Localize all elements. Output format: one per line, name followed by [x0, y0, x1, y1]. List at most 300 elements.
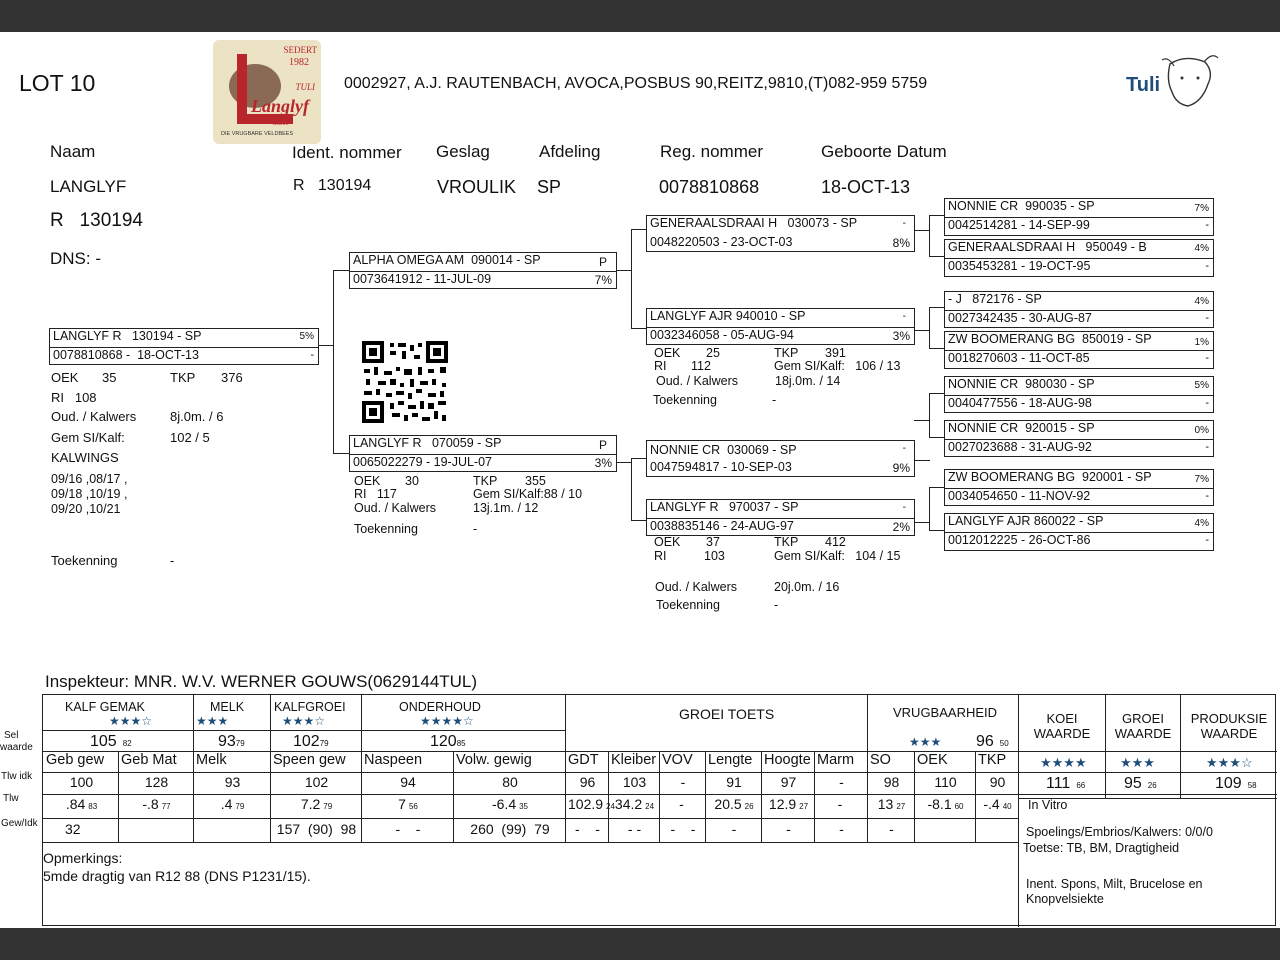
label-geb: Geboorte Datum: [821, 142, 947, 161]
pedigree-box-ggp: [944, 239, 1214, 277]
column-header: GDT: [568, 752, 599, 768]
tlw-value: -6.4: [491, 796, 517, 812]
box-right2: 3%: [892, 329, 910, 343]
tlw-value: 34.2: [614, 796, 643, 812]
tlw-idk-cell: 93: [224, 774, 241, 790]
animal-tkp-label: TKP: [170, 370, 196, 385]
box-line2: 0018270603 - 11-OCT-85: [948, 351, 1090, 365]
logo-name: Langlyf: [251, 96, 309, 116]
sel-kalfgroei-acc: 79: [319, 739, 329, 748]
connector: [929, 215, 930, 257]
connector: [631, 458, 632, 521]
box-right2: -: [1205, 490, 1209, 502]
stars-koei: ★★★★: [1040, 755, 1087, 770]
connector: [929, 393, 930, 438]
tlw-cell: [196, 796, 269, 812]
gp-ri-label: RI: [654, 549, 667, 563]
stars-melk: ★★★: [196, 714, 229, 728]
tlw-accuracy: 77: [161, 802, 171, 811]
dam-gem: Gem SI/Kalf:88 / 10: [473, 487, 583, 501]
animal-oud-label: Oud. / Kalwers: [51, 409, 137, 424]
tlw-accuracy: 79: [235, 802, 245, 811]
box-right2: -: [1205, 219, 1209, 231]
box-line2: 0034054650 - 11-NOV-92: [948, 489, 1091, 503]
tlw-cell: [708, 796, 760, 812]
tlw-cell: [817, 796, 866, 812]
animal-oud: 8j.0m. / 6: [170, 409, 224, 424]
tlw-cell: [978, 796, 1017, 812]
gew-idk-cell: 157 (90) 98: [276, 821, 357, 837]
sel-kalf-value: 105: [90, 733, 117, 750]
sel-melk-value: 93: [218, 733, 236, 750]
box-right1: P: [598, 438, 607, 452]
animal-kalwings-1: 09/16 ,08/17 ,: [51, 472, 128, 486]
connector: [333, 270, 349, 271]
box-line1: NONNIE CR 030069 - SP: [650, 443, 797, 457]
box-right2: 8%: [892, 236, 910, 250]
box-line2: 0027342435 - 30-AUG-87: [948, 311, 1092, 325]
group-groei-waarde: [1106, 711, 1180, 741]
koei-waarde-label: KOEI WAARDE: [1033, 711, 1091, 741]
sel-onderhoud-acc: 85: [456, 739, 466, 748]
tlw-accuracy: 60: [954, 802, 964, 811]
connector: [631, 229, 647, 230]
sel-melk-acc: 79: [235, 739, 245, 748]
box-line2: 0035453281 - 19-OCT-95: [948, 259, 1091, 273]
box-right1: 4%: [1194, 243, 1209, 254]
tlw-value: 13: [877, 796, 894, 812]
box-right1: P: [598, 255, 607, 269]
tlw-idk-cell: 128: [144, 774, 169, 790]
box-line2: 0078810868 - 18-OCT-13: [53, 348, 199, 362]
waarde-groei: [1124, 775, 1157, 793]
connector: [318, 345, 334, 346]
column-header: Speen gew: [273, 752, 346, 768]
remarks-inent-1: Inent. Spons, Milt, Brucelose en: [1026, 877, 1203, 891]
langlyf-logo: [213, 40, 321, 144]
animal-tkp: 376: [221, 370, 243, 385]
gp-toek-label: Toekenning: [656, 598, 720, 612]
pedigree-box-gp: [646, 215, 915, 252]
connector: [929, 307, 945, 308]
connector: [929, 393, 945, 394]
animal-kalwings-label: KALWINGS: [51, 450, 119, 465]
tlw-idk-cell: 100: [69, 774, 94, 790]
animal-kalwings-3: 09/20 ,10/21: [51, 502, 121, 516]
groei-waarde-label: GROEI WAARDE: [1114, 711, 1172, 741]
pedigree-box-gp: [646, 308, 915, 345]
box-line2: 0032346058 - 05-AUG-94: [650, 328, 794, 342]
row-label-sel: Sel: [4, 730, 19, 741]
box-line1: NONNIE CR 990035 - SP: [948, 199, 1095, 213]
sel-kalfgroei: [293, 733, 329, 751]
pedigree-box-ggp: [944, 291, 1214, 328]
box-right2: 9%: [892, 461, 910, 475]
pedigree-box-animal: [49, 328, 319, 365]
animal-oek-label: OEK: [51, 370, 79, 385]
gp-tkp-label: TKP: [774, 535, 799, 549]
lot-number: LOT 10: [19, 70, 96, 96]
box-right2: 7%: [594, 273, 612, 287]
column-header: VOV: [662, 752, 693, 768]
box-right2: -: [1205, 441, 1209, 453]
tlw-cell: [121, 796, 192, 812]
column-header: Melk: [196, 752, 227, 768]
box-right1: -: [902, 311, 906, 322]
pedigree-box-ggp: [944, 420, 1214, 457]
tlw-accuracy: 26: [744, 802, 754, 811]
gew-idk-cell: 32: [65, 821, 81, 837]
group-kalf-gemak: KALF GEMAK: [65, 700, 145, 714]
box-right2: 3%: [594, 456, 612, 470]
connector: [929, 215, 945, 216]
box-line2: 0073641912 - 11-JUL-09: [353, 272, 492, 286]
animal-code: R 130194: [50, 210, 143, 231]
group-koei-waarde: [1019, 711, 1105, 741]
column-header: OEK: [917, 752, 948, 768]
tlw-accuracy: 56: [408, 802, 418, 811]
sel-vrug: [976, 733, 1009, 751]
box-line1: ALPHA OMEGA AM 090014 - SP: [353, 253, 541, 267]
column-header: TKP: [978, 752, 1007, 768]
evaluation-table: [42, 694, 1276, 926]
tlw-cell: [273, 796, 360, 812]
pedigree-box-gp: [646, 499, 915, 536]
remarks-text: 5mde dragtig van R12 88 (DNS P1231/15).: [43, 868, 311, 884]
box-line1: GENERAALSDRAAI H 030073 - SP: [650, 216, 858, 230]
connector: [929, 487, 930, 531]
box-line2: 0038835146 - 24-AUG-97: [650, 519, 794, 533]
remarks-spoel: Spoelings/Embrios/Kalwers: 0/0/0: [1026, 825, 1213, 839]
sel-onderhoud: [430, 733, 466, 751]
logo-sub: stoet: [273, 118, 289, 127]
sel-kalfgroei-value: 102: [293, 733, 320, 750]
connector: [929, 307, 930, 349]
sel-vrug-value: 96: [976, 733, 994, 750]
tlw-value: 7.2: [300, 796, 321, 812]
waarde-produksie-value: 109: [1215, 775, 1242, 792]
pedigree-box-ggp: [944, 198, 1214, 236]
tlw-cell: [456, 796, 564, 812]
tlw-value: .4: [220, 796, 233, 812]
box-right1: 0%: [1194, 425, 1209, 436]
box-line1: LANGLYF AJR 860022 - SP: [948, 514, 1104, 528]
gew-idk-cell: - -: [627, 821, 642, 837]
gew-idk-cell: - -: [575, 821, 600, 837]
bull-silhouette-icon: [213, 40, 321, 144]
connector: [929, 487, 945, 488]
box-right1: 7%: [1194, 203, 1209, 214]
box-line2: 0065022279 - 19-JUL-07: [353, 455, 492, 469]
breeder-info: 0002927, A.J. RAUTENBACH, AVOCA,POSBUS 90,REITZ,9810,(T)082-959 5759: [344, 75, 928, 92]
sel-onderhoud-value: 120: [430, 733, 457, 750]
box-right2: -: [310, 349, 314, 361]
waarde-groei-value: 95: [1124, 775, 1142, 792]
connector: [914, 420, 930, 421]
tlw-cell: [662, 796, 704, 812]
box-right2: -: [1205, 534, 1209, 546]
connector: [616, 462, 632, 463]
tlw-value: 20.5: [714, 796, 742, 812]
top-bar: [0, 0, 1280, 32]
stars-groei: ★★★: [1120, 755, 1155, 770]
tlw-value: .84: [65, 796, 86, 812]
waarde-groei-acc: 26: [1147, 781, 1157, 790]
box-line2: 0048220503 - 23-OCT-03: [650, 235, 793, 249]
sel-kalf-acc: 82: [122, 739, 132, 748]
gp-oek: 25: [706, 346, 720, 360]
label-naam: Naam: [50, 142, 96, 161]
pedigree-box-ggp: [944, 331, 1214, 369]
tlw-accuracy: 83: [88, 802, 98, 811]
column-header: Geb Mat: [121, 752, 177, 768]
column-header: Hoogte: [764, 752, 811, 768]
column-header: Naspeen: [364, 752, 423, 768]
gew-idk-cell: - -: [670, 821, 696, 837]
row-label-gew-idk: Gew/Idk: [1, 818, 38, 829]
stars-kalfgroei: ★★★☆: [282, 714, 326, 728]
row-label-waarde: waarde: [0, 742, 33, 753]
box-right2: 2%: [892, 520, 910, 534]
gp-oud: 20j.0m. / 16: [774, 580, 840, 594]
box-line1: LANGLYF R 130194 - SP: [53, 329, 202, 343]
tlw-idk-cell: 103: [622, 774, 647, 790]
tlw-value: -8.1: [927, 796, 952, 812]
column-header: Lengte: [708, 752, 753, 768]
label-reg: Reg. nommer: [660, 142, 763, 161]
column-header: Marm: [817, 752, 855, 768]
tlw-idk-cell: 90: [989, 774, 1006, 790]
label-afdeling: Afdeling: [539, 142, 601, 161]
pedigree-box-sire: [349, 252, 617, 289]
inspector: Inspekteur: MNR. W.V. WERNER GOUWS(0629144TUL): [45, 672, 478, 691]
gew-idk-cell: -: [786, 821, 791, 837]
column-header: Geb gew: [46, 752, 105, 768]
tlw-idk-cell: 102: [304, 774, 329, 790]
gp-oek-label: OEK: [654, 535, 681, 549]
dns: DNS: -: [50, 249, 101, 268]
connector: [929, 530, 945, 531]
tlw-accuracy: 27: [799, 802, 809, 811]
gp-gem: Gem SI/Kalf: 106 / 13: [774, 359, 901, 373]
waarde-koei-value: 111: [1046, 775, 1071, 792]
tlw-cell: [917, 796, 974, 812]
tlw-idk-cell: -: [680, 774, 686, 790]
tlw-idk-cell: 94: [400, 774, 416, 790]
box-line1: ZW BOOMERANG BG 920001 - SP: [948, 470, 1152, 484]
gew-idk-cell: -: [889, 821, 894, 837]
value-geslag: VROULIK: [437, 177, 517, 197]
box-right2: -: [1205, 397, 1209, 409]
tlw-value: 12.9: [768, 796, 797, 812]
group-vrugbaarheid: VRUGBAARHEID: [893, 705, 998, 720]
pedigree-box-dam: [349, 435, 617, 472]
waarde-koei-acc: 66: [1076, 781, 1086, 790]
group-kalfgroei: KALFGROEI: [274, 700, 346, 714]
connector: [914, 522, 930, 523]
column-header: SO: [870, 752, 891, 768]
box-right2: -: [1205, 312, 1209, 324]
value-naam: LANGLYF: [50, 177, 127, 196]
connector: [631, 328, 647, 329]
tlw-value: 102.9: [568, 796, 604, 812]
gp-tkp: 391: [825, 346, 846, 360]
gp-oud: 18j.0m. / 14: [775, 374, 841, 388]
stars-kalf-gemak: ★★★☆: [109, 714, 153, 728]
gp-toek: -: [772, 393, 777, 407]
box-right1: -: [902, 218, 906, 229]
group-melk: MELK: [210, 700, 245, 714]
dam-tkp-label: TKP: [473, 474, 498, 488]
dam-oek: 30: [405, 474, 419, 488]
tlw-value: -: [679, 796, 684, 812]
box-right1: 5%: [1194, 380, 1209, 391]
logo-sedert: SEDERT: [283, 45, 317, 55]
box-line1: - J 872176 - SP: [948, 292, 1042, 306]
animal-toek-label: Toekenning: [51, 553, 118, 568]
tlw-accuracy: 27: [896, 802, 906, 811]
gp-toek-label: Toekenning: [653, 393, 717, 407]
connector: [914, 330, 930, 331]
gp-toek: -: [774, 598, 779, 612]
label-ident: Ident. nommer: [292, 143, 402, 162]
box-line1: LANGLYF AJR 940010 - SP: [650, 309, 806, 323]
pedigree-box-ggp: [944, 376, 1214, 413]
produksie-waarde-label: PRODUKSIE WAARDE: [1190, 711, 1268, 741]
remarks-label: Opmerkings:: [43, 850, 123, 866]
tlw-accuracy: 79: [323, 802, 333, 811]
tlw-cell: [764, 796, 813, 812]
gp-oud-label: Oud. / Kalwers: [656, 374, 738, 388]
remarks-inent-2: Knopvelsiekte: [1026, 892, 1104, 906]
tlw-cell: [611, 796, 658, 812]
row-label-tlw-idk: Tlw idk: [1, 771, 33, 782]
animal-toek: -: [170, 553, 175, 568]
box-line1: GENERAALSDRAAI H 950049 - B: [948, 240, 1147, 254]
box-right1: 4%: [1194, 296, 1209, 307]
connector: [929, 437, 945, 438]
connector: [929, 348, 945, 349]
tuli-logo-text: Tuli: [1126, 74, 1161, 96]
box-line1: LANGLYF R 070059 - SP: [353, 436, 502, 450]
gp-tkp: 412: [825, 535, 846, 549]
connector: [631, 520, 647, 521]
tlw-cell: [870, 796, 913, 812]
box-right1: -: [902, 502, 906, 513]
box-right2: -: [1205, 260, 1209, 272]
gp-oek-label: OEK: [654, 346, 681, 360]
gp-gem: Gem SI/Kalf: 104 / 15: [774, 549, 901, 563]
group-onderhoud: ONDERHOUD: [399, 700, 481, 714]
pedigree-box-ggp: [944, 469, 1214, 506]
pedigree-box-gp: [646, 440, 915, 477]
tlw-accuracy: 40: [1002, 802, 1012, 811]
connector: [631, 229, 632, 329]
connector: [929, 256, 945, 257]
connector: [631, 458, 647, 459]
tlw-value: -.4: [983, 796, 1000, 812]
cow-head-icon: [1110, 44, 1220, 116]
tlw-accuracy: 24: [606, 802, 615, 811]
gew-idk-cell: -: [839, 821, 844, 837]
sel-vrug-acc: 50: [999, 739, 1009, 748]
waarde-produksie: [1215, 775, 1257, 793]
value-geb: 18-OCT-13: [821, 177, 911, 197]
qr-code-icon: [362, 341, 448, 423]
in-vitro: In Vitro: [1028, 798, 1068, 812]
box-line2: 0040477556 - 18-AUG-98: [948, 396, 1092, 410]
gp-tkp-label: TKP: [774, 346, 799, 360]
dam-oud: 13j.1m. / 12: [473, 501, 539, 515]
tlw-idk-cell: 97: [780, 774, 797, 790]
gp-oud-label: Oud. / Kalwers: [655, 580, 737, 594]
connector: [914, 460, 930, 461]
animal-oek: 35: [102, 370, 117, 385]
tlw-idk-cell: 98: [883, 774, 900, 790]
box-line1: ZW BOOMERANG BG 850019 - SP: [948, 332, 1152, 346]
gp-ri: 103: [704, 549, 725, 563]
tlw-cell: [568, 796, 615, 812]
dam-toek: -: [473, 522, 478, 536]
waarde-koei: [1046, 775, 1085, 793]
value-ident: R 130194: [293, 177, 372, 194]
remarks-toetse: Toetse: TB, BM, Dragtigheid: [1023, 841, 1180, 855]
box-line1: NONNIE CR 980030 - SP: [948, 377, 1095, 391]
waarde-produksie-acc: 58: [1247, 781, 1257, 790]
box-line2: 0042514281 - 14-SEP-99: [948, 218, 1090, 232]
column-header: Kleiber: [611, 752, 657, 768]
connector: [333, 453, 349, 454]
gp-ri: 112: [691, 359, 711, 373]
value-afdeling: SP: [537, 177, 562, 197]
gp-oek: 37: [706, 535, 720, 549]
column-header: Volw. gewig: [456, 752, 532, 768]
value-reg: 0078810868: [659, 177, 760, 197]
connector: [616, 270, 632, 271]
group-produksie-waarde: [1181, 711, 1277, 741]
box-line2: 0047594817 - 10-SEP-03: [650, 460, 792, 474]
gew-idk-cell: - -: [395, 821, 421, 837]
bottom-bar: [0, 928, 1280, 960]
tlw-accuracy: 24: [645, 802, 655, 811]
box-line1: NONNIE CR 920015 - SP: [948, 421, 1095, 435]
box-right1: -: [902, 443, 906, 454]
tlw-idk-cell: 110: [934, 774, 957, 790]
box-right1: 4%: [1194, 518, 1209, 529]
row-label-tlw: Tlw: [3, 793, 19, 804]
dam-ri: RI 117: [354, 487, 397, 501]
tlw-value: -.8: [142, 796, 159, 812]
tlw-cell: [364, 796, 452, 812]
logo-year: 1982: [289, 57, 309, 68]
tlw-idk-cell: -: [839, 774, 844, 790]
tlw-idk-cell: 91: [726, 774, 742, 790]
gp-ri-label: RI: [654, 359, 667, 373]
tlw-idk-cell: 96: [579, 774, 596, 790]
logo-tuli: TULI: [295, 82, 315, 92]
sel-kalf: [90, 733, 132, 751]
sel-melk: [218, 733, 245, 751]
animal-kalwings-2: 09/18 ,10/19 ,: [51, 487, 128, 501]
stars-vrugbaarheid: ★★★: [909, 735, 942, 749]
label-geslag: Geslag: [436, 142, 490, 161]
tlw-idk-cell: 80: [502, 774, 518, 790]
dam-toek-label: Toekenning: [354, 522, 418, 536]
tuli-logo: [1110, 44, 1220, 116]
box-line2: 0012012225 - 26-OCT-86: [948, 533, 1091, 547]
dam-tkp: 355: [525, 474, 546, 488]
tlw-accuracy: 35: [519, 802, 529, 811]
